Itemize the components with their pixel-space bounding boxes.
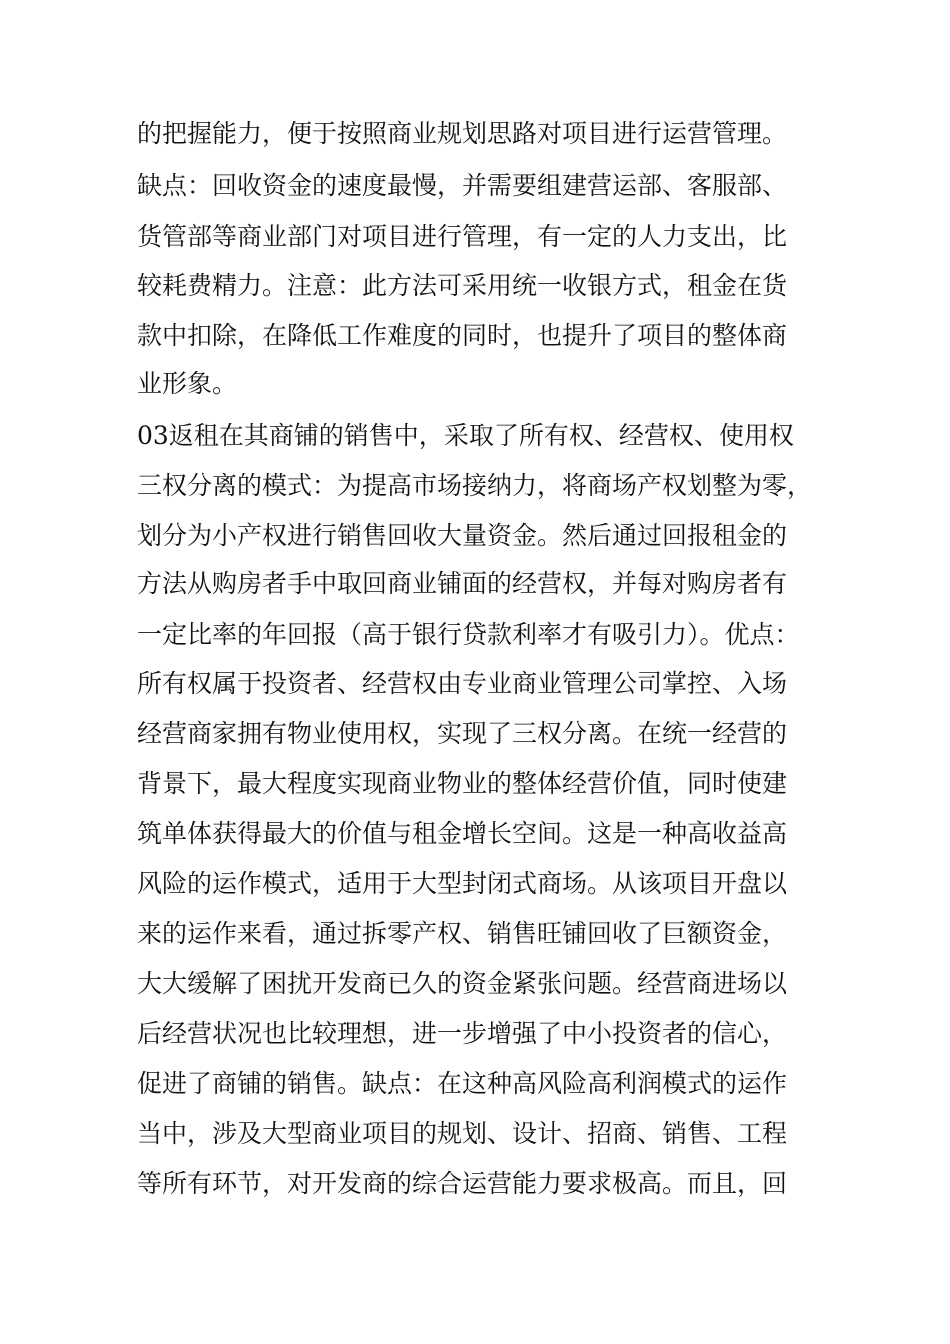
text-line: 缺点：回收资金的速度最慢，并需要组建营运部、客服部、 [137, 171, 788, 200]
text-line: 货管部等商业部门对项目进行管理，有一定的人力支出，比 [137, 222, 788, 251]
text-line: 经营商家拥有物业使用权，实现了三权分离。在统一经营的 [137, 719, 788, 748]
text-line: 的把握能力，便于按照商业规划思路对项目进行运营管理。 [137, 119, 788, 148]
text-line: 款中扣除，在降低工作难度的同时，也提升了项目的整体商 [137, 321, 788, 350]
text-line: 划分为小产权进行销售回收大量资金。然后通过回报租金的 [137, 521, 788, 550]
text-line: 大大缓解了困扰开发商已久的资金紧张问题。经营商进场以 [137, 969, 788, 998]
text-line: 03返租在其商铺的销售中，采取了所有权、经营权、使用权 [137, 421, 794, 450]
text-line: 风险的运作模式，适用于大型封闭式商场。从该项目开盘以 [137, 869, 788, 898]
text-line: 背景下，最大程度实现商业物业的整体经营价值，同时使建 [137, 769, 788, 798]
text-line: 所有权属于投资者、经营权由专业商业管理公司掌控、入场 [137, 669, 788, 698]
text-line: 较耗费精力。注意：此方法可采用统一收银方式，租金在货 [137, 271, 788, 300]
text-line: 业形象。 [137, 369, 238, 398]
text-line: 筑单体获得最大的价值与租金增长空间。这是一种高收益高 [137, 819, 788, 848]
text-line: 后经营状况也比较理想，进一步增强了中小投资者的信心， [137, 1019, 788, 1048]
text-line: 等所有环节，对开发商的综合运营能力要求极高。而且，回 [137, 1169, 788, 1198]
text-line: 方法从购房者手中取回商业铺面的经营权，并每对购房者有 [137, 569, 788, 598]
text-line: 来的运作来看，通过拆零产权、销售旺铺回收了巨额资金， [137, 919, 788, 948]
text-line: 促进了商铺的销售。缺点：在这种高风险高利润模式的运作 [137, 1069, 788, 1098]
text-line: 当中，涉及大型商业项目的规划、设计、招商、销售、工程 [137, 1119, 788, 1148]
text-line: 三权分离的模式：为提高市场接纳力，将商场产权划整为零， [137, 471, 813, 500]
text-line: 一定比率的年回报（高于银行贷款利率才有吸引力）。优点： [137, 620, 800, 649]
